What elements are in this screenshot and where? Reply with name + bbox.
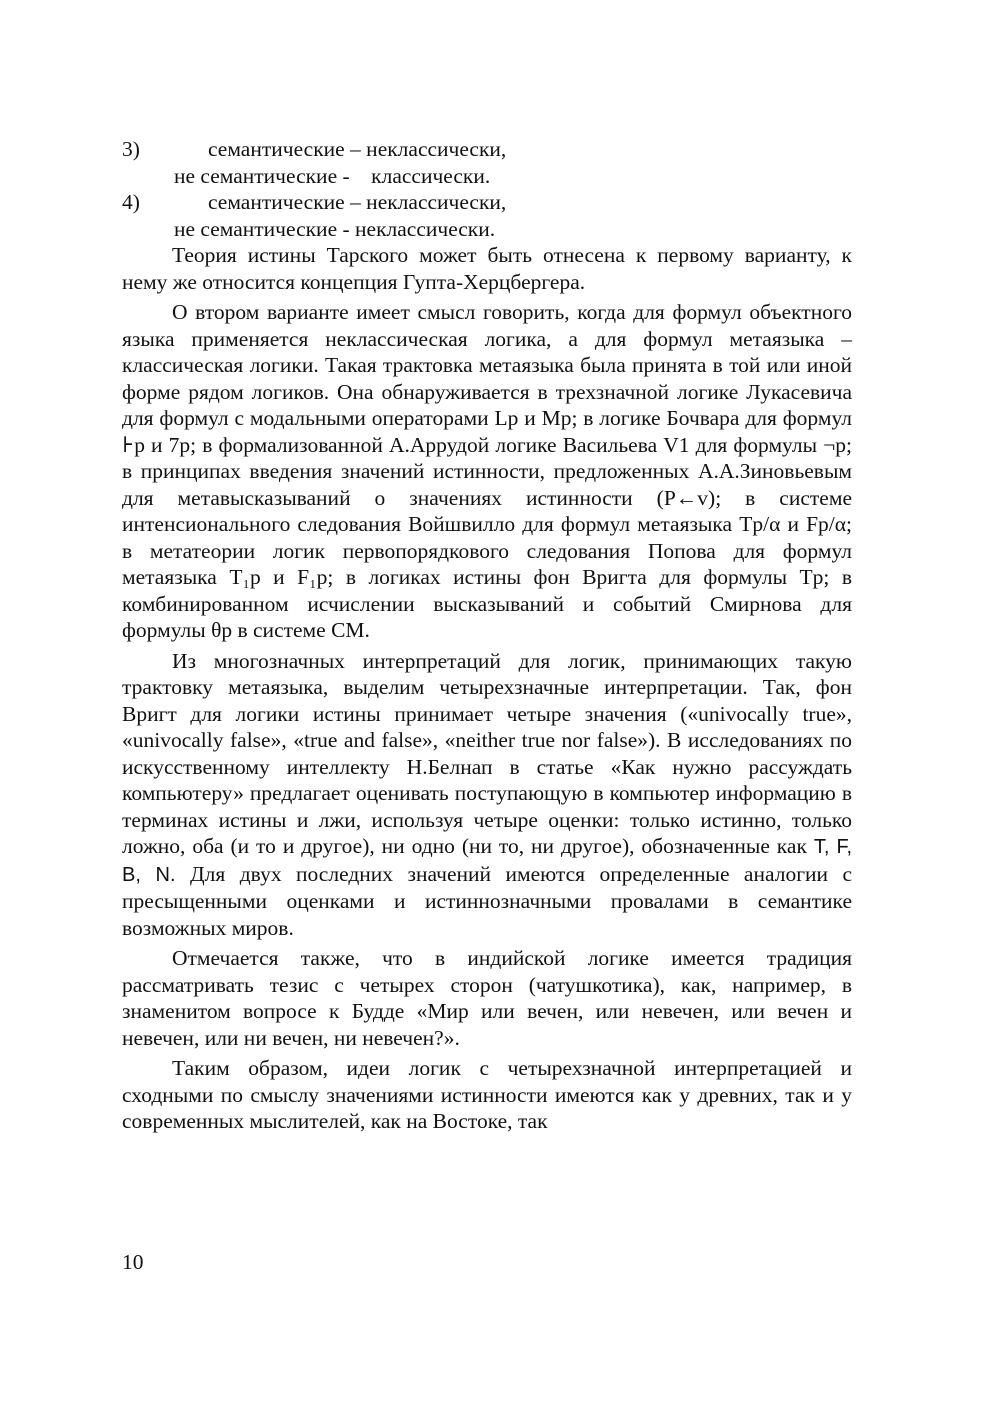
paragraph-text: Для двух последних значений имеются определенные аналогии с пресыщенными оценками и истиннозначными провалами в семантике возможных миров. (122, 861, 853, 940)
paragraph-tarski: Теория истины Тарского может быть отнесена к первому варианту, к нему же относится концепция Гупта-Херцбергера. (122, 243, 852, 294)
truth-values: T, F, B, N. (122, 836, 853, 886)
page-number: 10 (122, 1250, 144, 1274)
page-text (122, 136, 852, 1135)
list-item-3 (122, 136, 852, 163)
paragraph-indian-logic: Отмечается также, что в индийской логике имеется традиция рассматривать тезис с четырех сторон (чатушкотика), как, например, в знаменитом вопросе к Будде «Мир или вечен, или невечен, или вечен и невечен, или ни вечен, ни невечен?». (122, 946, 852, 1050)
list-number: 4) (122, 190, 140, 214)
list-number: 3) (122, 137, 140, 161)
paragraph-second-variant: О втором варианте имеет смысл говорить, когда для формул объектного языка применяется неклассическая логика, а для формул метаязыка – классическая логики. Такая трактовка метаязыка была принята в той или иной форме рядом логиков. Она обнаруживается в трехзначной логике Лукасевича для формул с модальными операторами Lp и Mp; в логике Бочвара для формул ⊦p и 7p; в формализованной А.Аррудой логике Васильева V1 для формулы ¬p; в принципах введения значений истинности, предложенных А.А.Зиновьевым для метавысказываний о значениях истинности (P←v); в системе интенсионального следования Войшвилло для формул метаязыка Tp/α и Fp/α; в метатеории логик первопорядкового следования Попова для формул метаязыка T₁p и F₁p; в логиках истины фон Вригта для формулы Tp; в комбинированном исчислении высказываний и событий Смирнова для формулы θp в системе CM. (122, 300, 852, 642)
paragraph-text: Из многозначных интерпретаций для логик, принимающих такую трактовку метаязыка, выделим четырехзначные интерпретации. Так, фон Вригт для логики истины принимает четыре значения («univocally true», «univocally false», «true and false», «neither true nor false»). В исследованиях по искусственному интеллекту Н.Белнап в статье «Как нужно рассуждать компьютеру» предлагает оценивать поступающую в компьютер информацию в терминах истины и лжи, используя четыре оценки: только истинно, только ложно, оба (и то и другое), ни одно (ни то, ни другое), обозначенные как (122, 648, 852, 858)
list-item-4 (122, 189, 852, 216)
paragraph-conclusion: Таким образом, идеи логик с четырехзначной интерпретацией и сходными по смыслу значениями истинности имеются как у древних, так и у современных мыслителей, как на Востоке, так (122, 1056, 852, 1133)
list-continuation: не семантические - классически. (174, 163, 491, 188)
list-continuation: не семантические - неклассически. (174, 216, 496, 241)
list-line: семантические – неклассически, (208, 137, 507, 161)
list-line: семантические – неклассически, (208, 190, 507, 214)
paragraph-four-valued (122, 648, 852, 942)
